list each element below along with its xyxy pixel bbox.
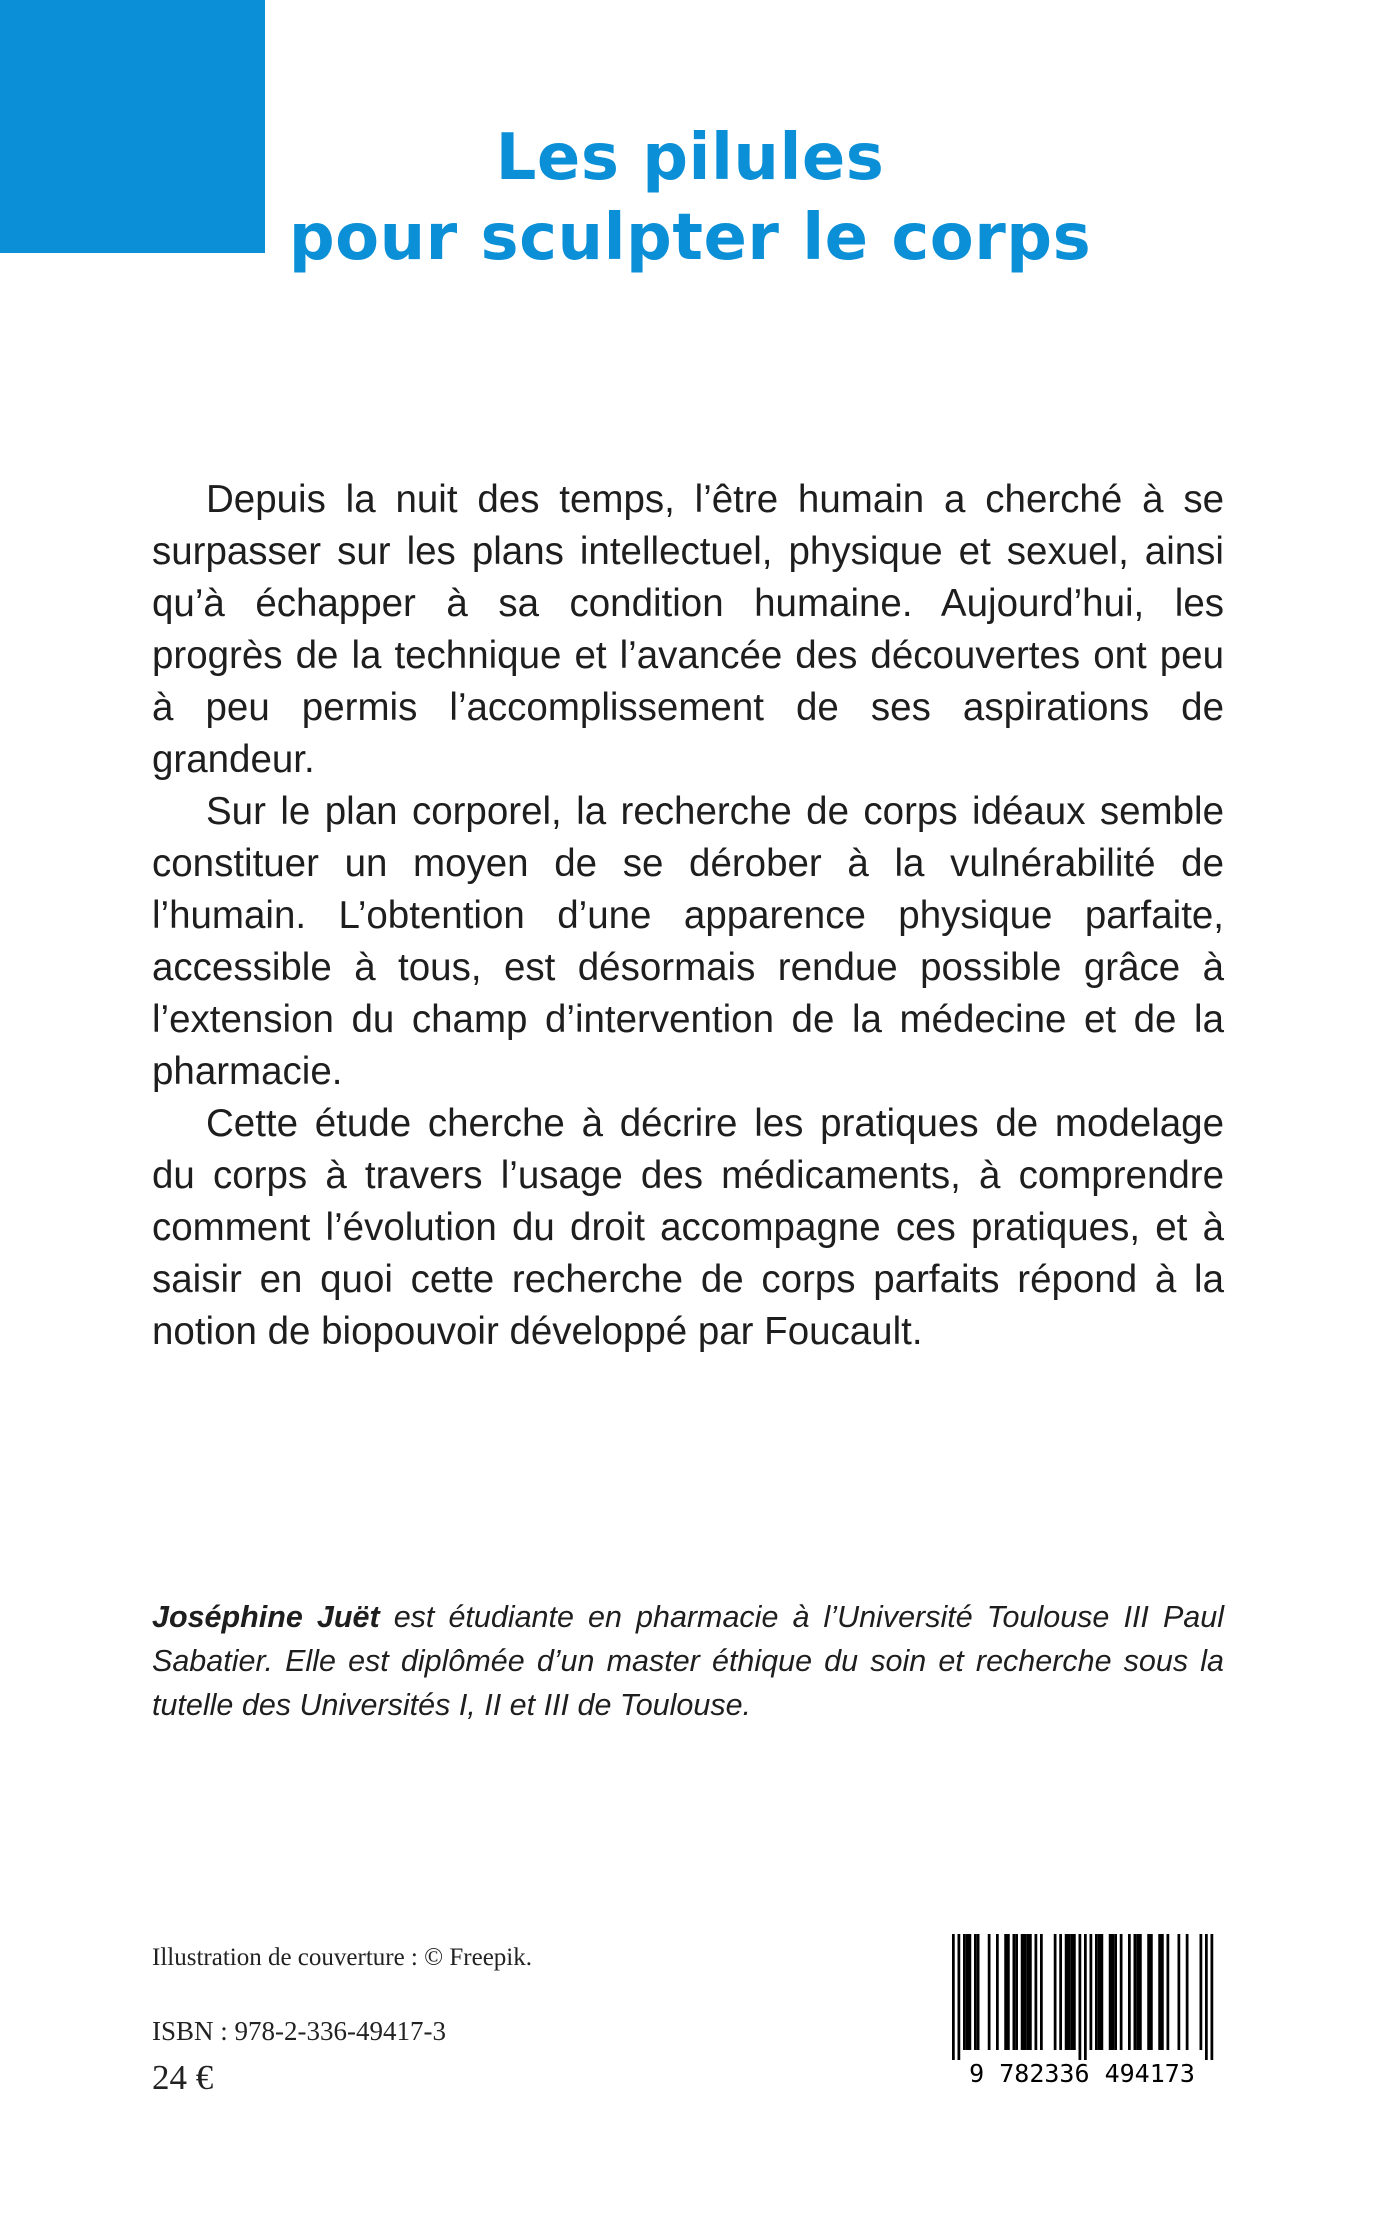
barcode-bar: [1029, 1934, 1032, 2050]
author-name: Joséphine Juët: [152, 1600, 380, 1634]
blurb-paragraph-2: Sur le plan corporel, la recherche de corps idéaux semble constituer un moyen de se dérober à la vulnérabilité de l’humain. L’obtention d’une apparence physique parfaite, accessible à tous, est désormais rendue possible grâce à l’extension du champ d’intervention de la médecine et de la pharmacie.: [152, 790, 1224, 1093]
barcode-bar: [1040, 1934, 1043, 2050]
barcode-bar: [1150, 1934, 1153, 2050]
barcode-bar: [1147, 1934, 1150, 2050]
barcode-bar: [1186, 1934, 1189, 2050]
barcode-bar: [1004, 1934, 1007, 2050]
barcode-bar: [1200, 1934, 1203, 2050]
illustration-credit: Illustration de couverture : © Freepik.: [152, 1944, 532, 1971]
barcode-bar: [969, 1934, 972, 2050]
barcode-bar: [1178, 1934, 1181, 2050]
blurb-paragraph-1: Depuis la nuit des temps, l’être humain a cherché à se surpasser sur les plans intellectuel, physique et sexuel, ainsi qu’à échapper à sa condition humaine. Aujourd’hui, les progrès de la technique et l’avancée des découvertes ont peu à peu permis l’accomplissement de ses aspirations de grandeur.: [152, 478, 1224, 781]
barcode-bar: [974, 1934, 977, 2050]
barcode-bar: [966, 1934, 969, 2050]
barcode-bar: [1161, 1934, 1164, 2050]
barcode-bar: [1070, 1934, 1073, 2050]
barcode-bar: [1114, 1934, 1117, 2050]
barcode-graphic: [938, 1930, 1226, 2088]
author-bio-text: est étudiante en pharmacie à l’Université Toulouse III Paul Sabatier. Elle est diplômée d’un master éthique du soin et recherche sous la tutelle des Universités I, II et III de Toulouse.: [152, 1600, 1224, 1722]
back-cover-blurb: [152, 474, 1224, 1358]
barcode-bar: [1205, 1934, 1208, 2060]
barcode-bar: [1211, 1934, 1214, 2060]
barcode-bar: [1128, 1934, 1131, 2050]
barcode-bar: [996, 1934, 999, 2050]
isbn-barcode: [938, 1930, 1226, 2088]
barcode-bar: [1139, 1934, 1142, 2050]
barcode-bar: [1021, 1934, 1024, 2050]
title-line-1: Les pilules: [495, 121, 885, 195]
barcode-bar: [1136, 1934, 1139, 2050]
barcode-bar: [1059, 1934, 1062, 2050]
barcode-bar: [1065, 1934, 1068, 2050]
barcode-bar: [1134, 1934, 1137, 2050]
barcode-bar: [1090, 1934, 1093, 2050]
barcode-bar: [1079, 1934, 1082, 2060]
barcode-bar: [1120, 1934, 1123, 2050]
barcode-bar: [1112, 1934, 1115, 2050]
barcode-bar: [1073, 1934, 1076, 2050]
barcode-bar: [1084, 1934, 1087, 2060]
barcode-bar: [1054, 1934, 1057, 2050]
barcode-bar: [963, 1934, 966, 2050]
barcode-bar: [1098, 1934, 1101, 2050]
barcode-bar: [1167, 1934, 1170, 2050]
barcode-bar: [1109, 1934, 1112, 2050]
barcode-bar: [1013, 1934, 1016, 2050]
barcode-bar: [988, 1934, 991, 2050]
barcode-bar: [1068, 1934, 1071, 2050]
author-bio: [152, 1595, 1224, 1727]
barcode-bar: [952, 1934, 955, 2060]
barcode-bar: [1024, 1934, 1027, 2050]
barcode-digits: 9 782336 494173: [969, 2059, 1195, 2088]
barcode-bar: [1095, 1934, 1098, 2050]
blurb-paragraph-3: Cette étude cherche à décrire les pratiques de modelage du corps à travers l’usage des médicaments, à comprendre comment l’évolution du droit accompagne ces pratiques, et à saisir en quoi cette recherche de corps parfaits répond à la notion de biopouvoir développé par Foucault.: [152, 1102, 1224, 1353]
price-text: 24 €: [152, 2058, 214, 2097]
barcode-bar: [958, 1934, 961, 2060]
book-title: [0, 118, 1380, 278]
barcode-bar: [1158, 1934, 1161, 2050]
barcode-bar: [1035, 1934, 1038, 2050]
barcode-bar: [1026, 1934, 1029, 2050]
barcode-bar: [977, 1934, 980, 2050]
barcode-bar: [1101, 1934, 1104, 2050]
barcode-bar: [1007, 1934, 1010, 2050]
title-line-2: pour sculpter le corps: [288, 201, 1092, 275]
barcode-bar: [1015, 1934, 1018, 2050]
isbn-text: ISBN : 978-2-336-49417-3: [152, 2016, 446, 2046]
